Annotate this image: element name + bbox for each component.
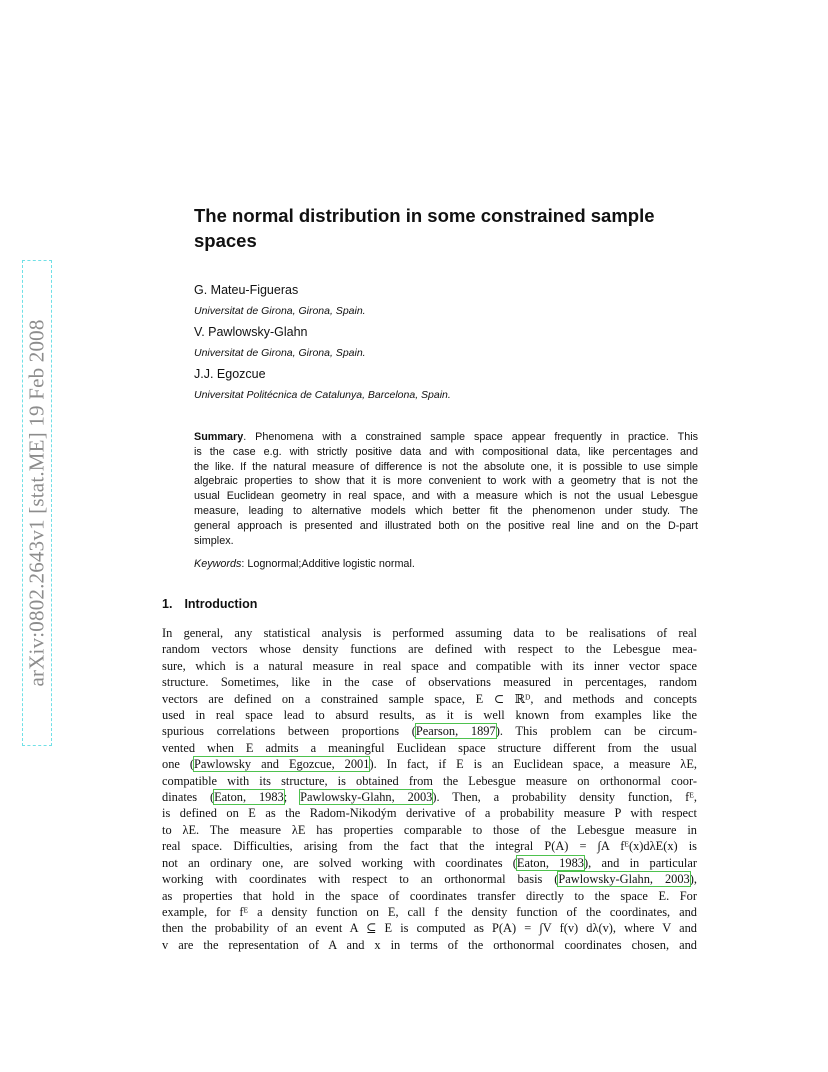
arxiv-identifier-text: arXiv:0802.2643v1 [stat.ME] 19 Feb 2008	[24, 319, 49, 687]
author-affiliation: Universitat de Girona, Girona, Spain.	[194, 347, 366, 359]
body-text-line: v are the representation of A and x in terms of the orthonormal coordinates chosen, and	[162, 937, 697, 952]
summary-line: . Phenomena with a constrained sample space appear frequently in practice. This	[243, 431, 698, 443]
citation-link[interactable]: Pawlowsky-Glahn, 2003	[558, 872, 690, 887]
body-text-line	[162, 756, 697, 772]
body-text-line: as properties that hold in the space of coordinates transfer directly to the space E. For	[162, 888, 697, 903]
body-text-line: is defined on E as the Radom-Nikodým derivative of a probability measure P with respect	[162, 806, 697, 821]
body-text: one (	[162, 757, 194, 772]
citation-link[interactable]: Eaton, 1983	[516, 855, 584, 870]
body-text-line: vectors are defined on a constrained sample space, E ⊂ ℝᴰ, and methods and concepts	[162, 691, 697, 706]
introduction-body	[162, 625, 697, 953]
body-text-line	[162, 723, 697, 739]
body-text: ), and in particular	[583, 855, 697, 870]
body-text: ). This problem can be circum-	[495, 724, 697, 739]
summary-line: measure, leading to alternative models which better fit the phenomenon under study. The	[194, 504, 698, 517]
body-text-line: example, for fᴱ a density function on E, call f the density function of the coordinates, and	[162, 904, 697, 919]
body-text-line: structure. Sometimes, like in the case of observations measured in percentages, random	[162, 675, 697, 690]
citation-link[interactable]: Pawlowsky-Glahn, 2003	[300, 790, 433, 805]
citation-link[interactable]: Eaton, 1983	[214, 790, 284, 805]
body-text-line: to λE. The measure λE has properties comparable to those of the Lebesgue measure in	[162, 822, 697, 837]
author-affiliation: Universitat Politécnica de Catalunya, Barcelona, Spain.	[194, 389, 451, 401]
section-heading	[162, 597, 257, 611]
summary-label: Summary	[194, 431, 244, 443]
citation-link[interactable]: Pawlowsky and Egozcue, 2001	[193, 757, 370, 772]
paper-title: The normal distribution in some constrained sample spaces	[194, 205, 655, 251]
keywords	[194, 558, 415, 570]
body-text-line: compatible with its structure, is obtained from the Lebesgue measure on orthonormal coor-	[162, 773, 697, 788]
body-text-line: used in real space lead to absurd results, as it is well known from examples like the	[162, 708, 697, 723]
body-text: ). In fact, if E is an Euclidean space, a measure λE,	[369, 757, 697, 772]
body-text: spurious correlations between proportions (	[162, 724, 416, 739]
body-text-line	[162, 855, 697, 871]
body-text: ;	[283, 790, 301, 805]
section-number: 1.	[162, 597, 173, 611]
body-text-line	[162, 871, 697, 887]
keywords-text: : Lognormal;Additive logistic normal.	[241, 558, 415, 570]
body-text-line: In general, any statistical analysis is performed assuming data to be realisations of real	[162, 626, 697, 640]
author-name: V. Pawlowsky-Glahn	[194, 325, 308, 339]
body-text-line: sure, which is a natural measure in real space and compatible with its inner vector space	[162, 658, 697, 673]
citation-link[interactable]: Pearson, 1897	[415, 724, 496, 739]
body-text-line	[162, 789, 697, 805]
body-text-line: random vectors whose density functions are defined with respect to the Lebesgue mea-	[162, 642, 697, 657]
summary-line: simplex.	[194, 534, 234, 547]
body-text-line: then the probability of an event A ⊆ E is computed as P(A) = ∫V f(v) dλ(v), where V and	[162, 921, 697, 936]
body-text: not an ordinary one, are solved working with coordinates (	[162, 855, 517, 870]
section-title: Introduction	[184, 597, 258, 611]
body-text: ),	[689, 872, 697, 887]
summary-line: usual Euclidean geometry in real space, and with a measure which is not the usual Lebesgue	[194, 490, 698, 503]
arxiv-identifier-stamp	[22, 260, 52, 746]
summary-line: the like. If the natural measure of difference is not the absolute one, it is possible to use simple	[194, 460, 698, 473]
summary-line: general approach is presented and illustrated both on the positive real line and on the D-part	[194, 519, 698, 532]
body-text-line: real space. Difficulties, arising from the fact that the integral P(A) = ∫A fᴱ(x)dλE(x) is	[162, 839, 697, 854]
author-name: J.J. Egozcue	[194, 367, 266, 381]
author-affiliation: Universitat de Girona, Girona, Spain.	[194, 305, 366, 317]
abstract-summary	[194, 430, 698, 548]
author-name: G. Mateu-Figueras	[194, 283, 299, 297]
keywords-label: Keywords	[194, 558, 242, 570]
summary-line: is the case e.g. with strictly positive data and with compositional data, like percentages and	[194, 445, 698, 458]
body-text-line: vented when E admits a meaningful Euclidean space structure different from the usual	[162, 740, 697, 755]
body-text: ). Then, a probability density function, fᴱ,	[432, 790, 697, 805]
body-text: dinates (	[162, 790, 215, 805]
summary-line: algebraic properties to show that it is more convenient to work with a geometry that is not the	[194, 475, 698, 488]
body-text: working with coordinates with respect to an orthonormal basis (	[162, 872, 559, 887]
